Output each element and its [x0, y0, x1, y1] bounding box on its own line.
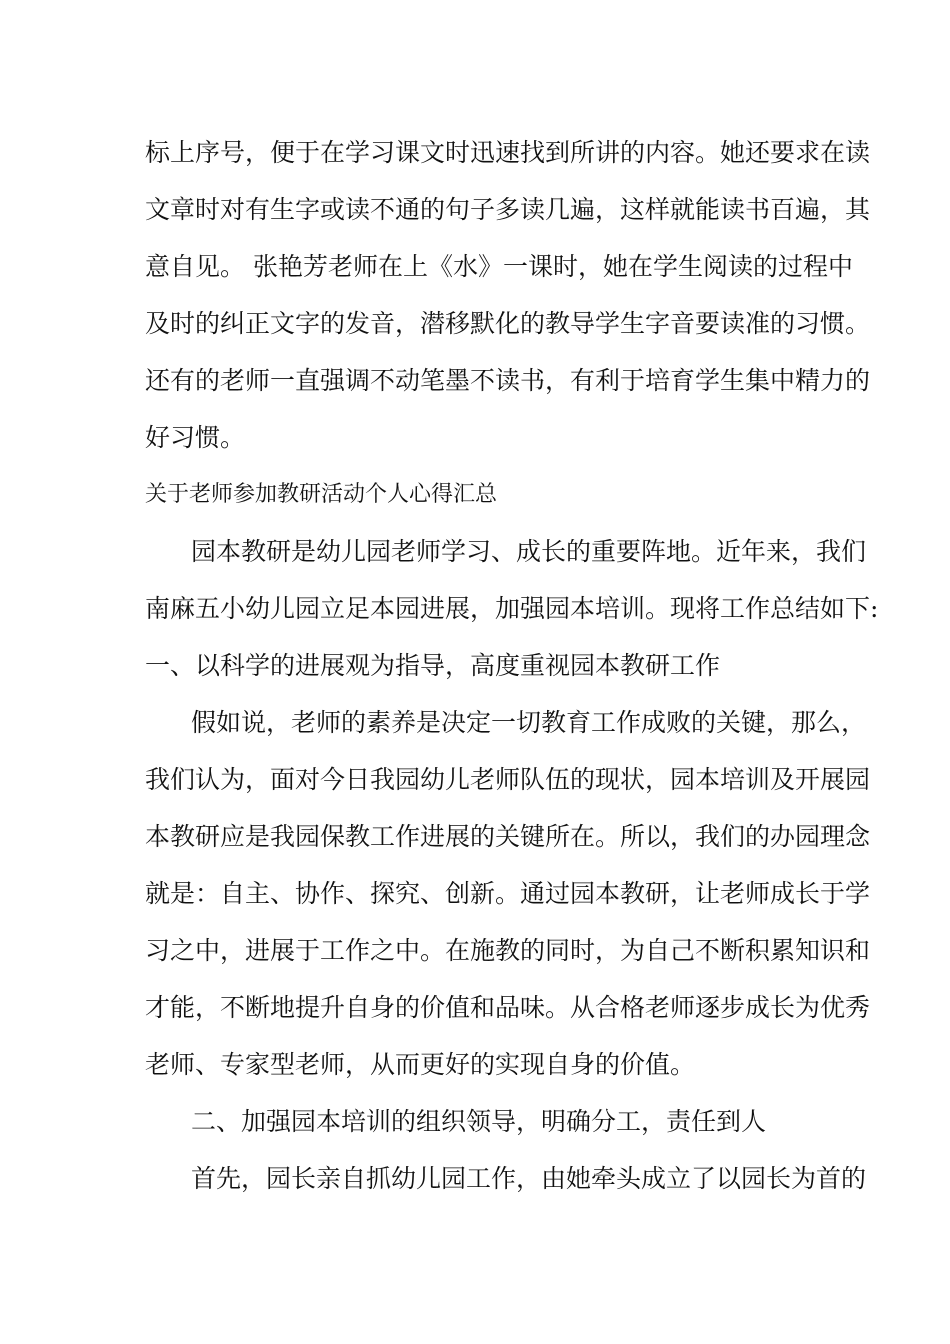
paragraph-line: 及时的纠正文字的发音，潜移默化的教导学生字音要读准的习惯。	[145, 309, 871, 338]
paragraph-line: 习之中，进展于工作之中。在施教的同时，为自己不断积累知识和	[145, 936, 871, 965]
paragraph-line: 首先，园长亲自抓幼儿园工作，由她牵头成立了以园长为首的	[191, 1164, 867, 1193]
paragraph-line: 老师、专家型老师，从而更好的实现自身的价值。	[145, 1050, 696, 1079]
paragraph-line: 好习惯。	[145, 423, 246, 452]
paragraph-line: 意自见。 张艳芳老师在上《水》一课时，她在学生阅读的过程中	[145, 252, 853, 281]
paragraph-line: 就是：自主、协作、探究、创新。通过园本教研，让老师成长于学	[145, 879, 871, 908]
paragraph-line: 园本教研是幼儿园老师学习、成长的重要阵地。近年来，我们	[191, 537, 867, 566]
paragraph-line: 假如说，老师的素养是决定一切教育工作成败的关键，那么，	[191, 708, 867, 737]
paragraph-line: 我们认为，面对今日我园幼儿老师队伍的现状，园本培训及开展园	[145, 765, 871, 794]
section-heading: 二、加强园本培训的组织领导，明确分工，责任到人	[191, 1107, 767, 1136]
paragraph-line: 本教研应是我园保教工作进展的关键所在。所以，我们的办园理念	[145, 822, 871, 851]
section-heading: 一、以科学的进展观为指导，高度重视园本教研工作	[145, 651, 721, 680]
paragraph-line: 南麻五小幼儿园立足本园进展，加强园本培训。现将工作总结如下:	[145, 594, 879, 623]
paragraph-line: 文章时对有生字或读不通的句子多读几遍，这样就能读书百遍，其	[145, 195, 871, 224]
paragraph-line: 还有的老师一直强调不动笔墨不读书，有利于培育学生集中精力的	[145, 366, 871, 395]
paragraph-line: 才能，不断地提升自身的价值和品味。从合格老师逐步成长为优秀	[145, 993, 871, 1022]
section-title: 关于老师参加教研活动个人心得汇总	[145, 482, 498, 507]
paragraph-line: 标上序号，便于在学习课文时迅速找到所讲的内容。她还要求在读	[145, 138, 871, 167]
